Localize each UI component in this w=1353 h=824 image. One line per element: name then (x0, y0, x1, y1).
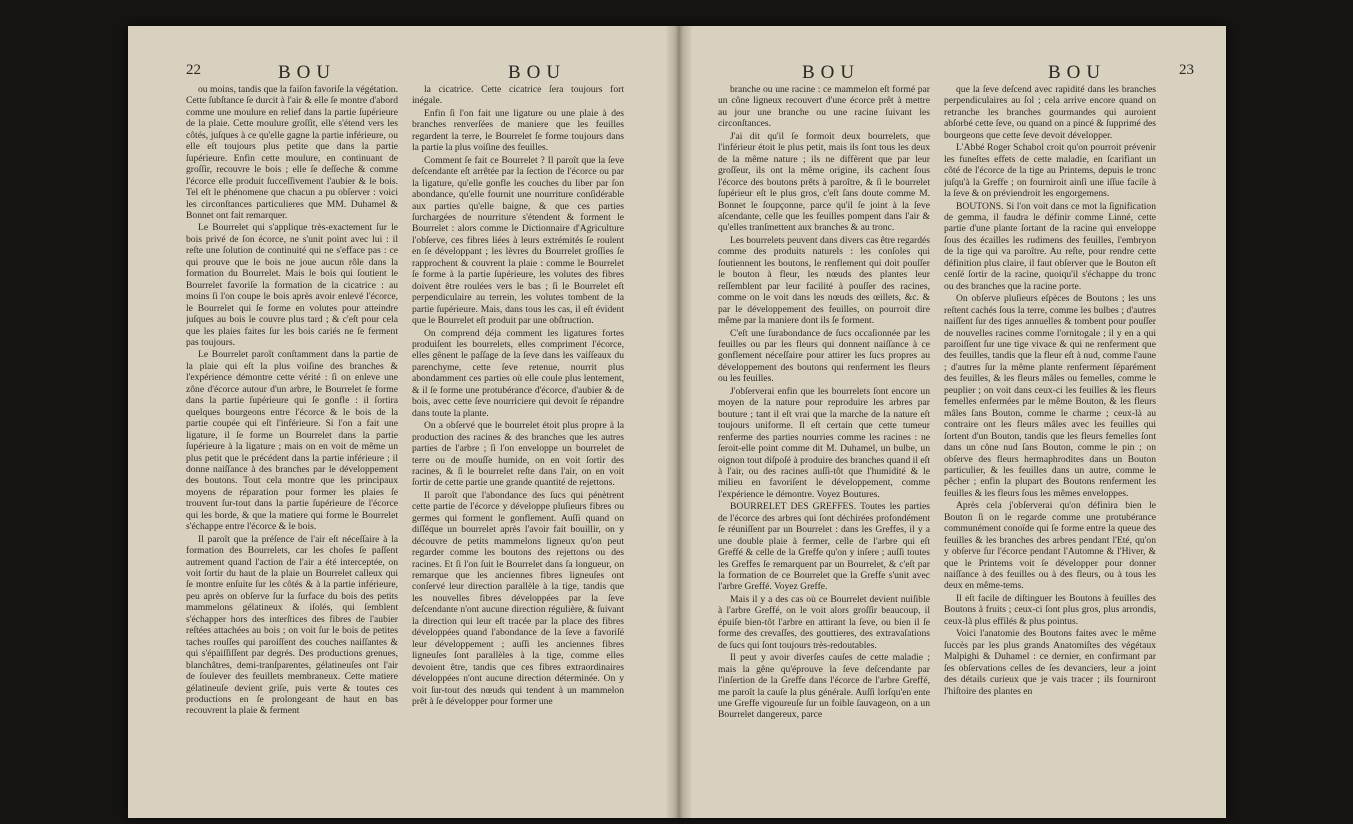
paragraph: Le Bourrelet qui s'applique très-exactement ſur le bois privé de ſon écorce, ne s'unit point avec lui : il reſte une ſolution de continuité qui ne s'efface pas : ce qui prouve que le bois ne joue aucun rôle dans la formation du Bourrelet. Mais le bois qui ſoutient le Bourrelet favoriſe la formation de la cicatrice : au moins ſi l'on coupe le bois après avoir enlevé l'écorce, le Bourrelet qui ſe forme en volutes pour atteindre juſques au bois le couvre plus tard ; & c'eſt pour cela que les plaies faites ſur les bois cariés ne ſe ferment pas toujours. (186, 222, 398, 348)
paragraph: Le Bourrelet paroît conſtamment dans la partie de la plaie qui eſt la plus voiſine des branches & l'expérience démontre cette vérité : ſi on enleve une zône d'écorce autour d'un arbre, le Bourrelet ſe forme dans la partie ſupérieure qui ſe gonfle : il ſortira quelques bourgeons entre l'écorce & le bois de la partie coupée qui eſt l'inférieure. Si l'on a fait une ligature, il ſe forme un Bourrelet dans la partie ſupérieure à la ligature ; mais on en voit de même un plus petit que le précédent dans la partie inférieure ; il donne naiſſance à des branches par le développement des boutons. Tout cela montre que les principaux moyens de réparation pour former les plaies ſe trouvent ſur-tout dans la partie ſupérieure de l'écorce qui les borde, & que la matiere qui forme le Bourrelet s'échappe entre l'écorce & le bois. (186, 349, 398, 533)
paragraph: Il paroît que la préſence de l'air eſt néceſſaire à la formation des Bourrelets, car les choſes ſe paſſent autrement quand l'action de l'air a été interceptée, on voit ſortir du haut de la plaie un Bourrelet calleux qui ſe montre enſuite ſur les côtés & à la partie inférieure, peu après on obſerve ſur la ſurface du bois des petits mammelons gélatineux & iſolés, qui ſemblent s'échapper hors des interſtices des fibres de l'aubier reſtées attachées au bois ; on voit ſur le bois de petites taches rouſſes qui paroiſſent des couches naiſſantes & qui s'épaiſſiſſent par degrés. Des productions grenues, blanchâtres, demi-tranſparentes, gélatineuſes ont l'air de ſoulever des feuillets membraneux. Cette matiere gélatineuſe devient griſe, puis verte & toutes ces productions en ſe prolongeant de haut en bas recouvrent la plaie & ferment (186, 533, 398, 717)
page-number: 23 (1179, 62, 1194, 78)
paragraph: Comment ſe fait ce Bourrelet ? Il paroît que la ſeve deſcendante eſt arrêtée par la ſection de l'écorce ou par la ligature, qu'elle gonfle les couches du liber par ſon abondance, qu'elle fournit une nourriture conſidérable aux parties qu'elle baigne, & que ces parties ſurchargées de nourriture s'étendent & forment le Bourrelet : alors comme le Dictionnaire d'Agriculture l'obſerve, ces fibres liées à leurs extrémités ſe roulent en ſe développant ; les lèvres du Bourrelet groſſies ſe rapprochent & couvrent la plaie : comme le Bourrelet ſe forme à la partie ſupérieure, les volutes des fibres doivent être roulées vers le bas ; ſi le Bourrelet eſt perpendiculaire au terrein, les volutes tombent de la partie ſupérieure. Mais, dans tous les cas, il eſt évident que le Bourrelet eſt produit par une obſtruction. (412, 154, 624, 327)
right-page (698, 26, 1226, 818)
right-page-header (698, 62, 1226, 86)
running-title: BOU (508, 62, 567, 83)
book-spread (128, 26, 1226, 818)
paragraph: On a obſervé que le bourrelet étoit plus propre à la production des racines & des branches que les autres parties de l'arbre ; ſi l'on enveloppe un bourrelet de terre ou de mouſſe humide, on en voit ſortir des racines, & ſi le bourrelet reſte dans l'air, on en voit ſortir de cette partie une grande quantité de rejettons. (412, 420, 624, 489)
paragraph: que la ſeve deſcend avec rapidité dans les branches perpendiculaires au ſol ; cela arrive encore quand on retranche les branches gourmandes qui auroient abſorbé cette ſeve, ou quand on a pincé & ſupprimé des bourgeons que cette ſeve devoit développer. (944, 84, 1156, 141)
left-page-header (128, 62, 656, 86)
paragraph: Mais il y a des cas où ce Bourrelet devient nuiſible à l'arbre Greffé, on le voit alors groſſir beaucoup, il épuiſe bien-tôt l'arbre en attirant la ſeve, ou bien il ſe forme des crevaſſes, des gouttieres, des extravaſations de ſucs qui ſont toujours très-redoutables. (718, 593, 930, 651)
paragraph: ou moins, tandis que la faiſon favoriſe la végétation. Cette ſubſtance ſe durcit à l'air & elle ſe montre d'abord comme une moulure en relief dans la partie ſupérieure de la plaie. Cette moulure groſſit, elle s'étend vers les côtés, juſques à ce qu'elle gagne la partie inférieure, ou elle eſt toujours plus petite que dans la partie ſupérieure. Enfin cette moulure, en continuant de groſſir, recouvre le bois ; elle ſe deſſeche & comme l'écorce elle produit ſucceſſivement l'aubier & le bois. Tel eſt le phénomene que chacun a pu obſerver : voici les circonſtances particulieres que MM. Duhamel & Bonnet ont fait remarquer. (186, 84, 398, 221)
page-number: 22 (186, 62, 201, 78)
text-column (718, 84, 930, 798)
text-column (186, 84, 398, 798)
paragraph: Il paroît que l'abondance des ſucs qui pénètrent cette partie de l'écorce y développe pluſieurs fibres ou germes qui forment le gonflement. Auſſi quand on diſſéque un bourrelet après l'avoir fait bouillir, on y découvre de petits mammelons ligneux qu'on peut regarder comme les boutons des rejettons ou des racines. Et ſi l'on ſuit le Bourrelet dans ſa longueur, on remarque que les anciennes fibres ligneuſes ont conſervé leur direction parallèle à la tige, tandis que les nouvelles fibres développées par la ſeve deſcendante n'ont aucune direction régulière, & ſuivant la direction qui leur eſt tracée par la place des fibres développées quand l'abondance de la ſeve a favoriſé leur développement ; auſſi les anciennes fibres ligneuſes ſont parallèles à la tige, comme elles devoient être, tandis que ces fibres extraordinaires développées n'ont aucune direction déterminée. On y voit ſur-tout des nœuds qui tendent à un mammelon prêt à ſe développer pour former une (412, 489, 624, 708)
paragraph: Il peut y avoir diverſes cauſes de cette maladie ; mais la gêne qu'éprouve la ſeve deſcendante par l'inſertion de la Greffe dans l'écorce de l'arbre Greffé, me paroît la cauſe la plus générale. Auſſi lorſqu'en ente une Greffe vigoureuſe ſur un foible ſauvageon, on a un Bourrelet dangereux, parce (718, 652, 930, 721)
paragraph: J'obſerverai enfin que les bourrelets ſont encore un moyen de la nature pour reproduire les arbres par bouture ; tant il eſt vrai que la marche de la nature eſt toujours uniforme. Il eſt certain que cette tumeur renferme des parties nourries comme les racines : ne ſeroit-elle point comme dit M. Duhamel, un bulbe, un oignon tout diſpoſé à produire des branches quand il eſt à l'air, ou des racines auſſi-tôt que l'humidité & le milieu en favoriſent le développement, comme l'expérience le démontre. Voyez Boutures. (718, 385, 930, 500)
paragraph: branche ou une racine : ce mammelon eſt formé par un cône ligneux recouvert d'une écorce prêt à mettre au jour une branche ou une racine ſuivant les circonſtances. (718, 84, 930, 130)
paragraph: C'eſt une ſurabondance de ſucs occaſionnée par les feuilles ou par les fleurs qui donnent naiſſance à ce gonflement néceſſaire pour attirer les ſucs propres au développement des boutons qui renferment les fleurs ou les feuilles. (718, 327, 930, 385)
paragraph: On comprend déja comment les ligatures fortes produiſent les bourrelets, elles compriment l'écorce, elles gênent le paſſage de la ſeve dans les vaiſſeaux du parenchyme, cette ſeve retenue, nourrit plus abondamment ces parties où elle coule plus lentement, & il ſe forme une protubérance d'écorce, d'aubier & de bois, avec cette ſeve nourriciere qui devoit ſe répandre dans toute la plante. (412, 327, 624, 419)
paragraph: L'Abbé Roger Schabol croit qu'on pourroit prévenir les funeſtes effets de cette maladie, en ſcarifiant un côté de l'écorce de la tige au Printems, depuis le tronc juſqu'à la Greffe ; on fourniroit ainſi une iſſue facile à la ſeve & on préviendroit les engorgemens. (944, 142, 1156, 200)
paragraph: la cicatrice. Cette cicatrice ſera toujours fort inégale. (412, 84, 624, 107)
paragraph: BOUTONS. Si l'on voit dans ce mot la ſignification de gemma, il faudra le définir comme Linné, cette partie d'une plante ſortant de la racine qui enveloppe ſous des écailles les rudimens des feuilles, l'embryon de la tige qui va paroître. Au reſte, pour rendre cette définition plus claire, il faut obſerver que le Bouton eſt cenſé ſortir de la racine, quoiqu'il s'échappe du tronc ou des branches que la racine porte. (944, 200, 1156, 292)
paragraph: Il eſt facile de diſtinguer les Boutons à feuilles des Boutons à fruits ; ceux-ci ſont plus gros, plus arrondis, ceux-là plus effilés & plus pointus. (944, 592, 1156, 627)
paragraph: Enfin ſi l'on fait une ligature ou une plaie à des branches renverſées de maniere que les feuilles regardent la terre, le Bourrelet ſe forme toujours dans la partie la plus voiſine des feuilles. (412, 107, 624, 154)
book-gutter (666, 26, 692, 818)
running-title: BOU (802, 62, 861, 83)
paragraph: Les bourrelets peuvent dans divers cas être regardés comme des produits naturels : les conſoles qui ſoutiennent les boutons, le renflement qui doit pouſſer le bouton à fleur, les nœuds des plantes leur reſſemblent par leur facilité à pouſſer des racines, comme on le voit dans les nœuds des œillets, &c. & par le développement des feuilles, on pourroit dire même par la maniere dont ils ſe forment. (718, 234, 930, 327)
running-title: BOU (278, 62, 337, 83)
running-title: BOU (1048, 62, 1107, 83)
paragraph: Voici l'anatomie des Boutons faites avec le même ſuccès par les plus grands Anatomiſtes des végétaux Malpighi & Duhamel : ce dernier, en confirmant par ſes obſervations celles de ſes devanciers, leur a joint des détails curieux que je vais tracer ; ils fourniront l'hiſtoire des plantes en (944, 628, 1156, 697)
text-column (944, 84, 1156, 798)
paragraph: On obſerve pluſieurs eſpèces de Boutons ; les uns reſtent cachés ſous la terre, comme les bulbes ; d'autres naiſſent ſur des tiges annuelles & tombent pour pouſſer de nouvelles racines comme l'ornitogale ; il y en a qui paroiſſent ſur une tige vivace & qui ne renferment que des feuilles, tandis que la fleur eſt à nud, comme l'aune ; d'autres ſur la même plante renferment ſéparément des feuilles, & les fleurs mâles ou femelles, comme le peuplier ; on voit dans ceux-ci les feuilles & les fleurs femelles enfermées par le même Bouton, & les fleurs mâles ſans Bouton, comme le charme ; ceux-là au contraire ont les fleurs mâles avec les feuilles qui ſortent d'un Bouton, tandis que les fleurs femelles ſont dans un cône nud ſans Bouton, comme le pin ; on obſerve des fleurs hermaphrodites dans un Bouton particulier, & les feuilles dans un autre, comme le pêcher ; enfin la plupart des Boutons renferment les feuilles & les fleurs ſous les mêmes enveloppes. (944, 293, 1156, 499)
paragraph: BOURRELET DES GREFFES. Toutes les parties de l'écorce des arbres qui ſont déchirées profondément ſe réuniſſent par un Bourrelet : dans les Greffes, il y a une double plaie à fermer, celle de l'arbre qui eſt Greffé & celle de la Greffe qu'on y inſere ; auſſi toutes les Greffes ſe remarquent par un Bourrelet, & c'eſt par la formation de ce Bourrelet que la Greffe s'unit avec l'arbre Greffé. Voyez Greffe. (718, 501, 930, 593)
left-page (128, 26, 656, 818)
paragraph: J'ai dit qu'il ſe formoit deux bourrelets, que l'inférieur étoit le plus petit, mais ils ſont tous les deux de la même nature ; ils ne diffèrent que par leur groſſeur, ils ont la même origine, ils cachent ſous l'écorce des boutons prêts à paroître, & ſi le bourrelet ſupérieur eſt le plus gros, c'eſt ſans doute comme M. Bonnet le ſoupçonne, parce qu'il ſe joint à la ſeve aſcendante, celle que les feuilles pompent dans l'air & qu'elles tranſmettent aux branches & au tronc. (718, 130, 930, 234)
paragraph: Après cela j'obſerverai qu'on définira bien le Bouton ſi on le regarde comme une protubérance communément conoïde qui ſe forme entre la queue des feuilles & les branches des arbres pendant l'Eté, qu'on y obſerve ſur l'écorce pendant l'Automne & l'Hiver, & que le Printems voit ſe développer pour donner naiſſance à des feuilles ou à des fleurs, ou à tous les deux en même-tems. (944, 500, 1156, 592)
text-column (412, 84, 624, 798)
